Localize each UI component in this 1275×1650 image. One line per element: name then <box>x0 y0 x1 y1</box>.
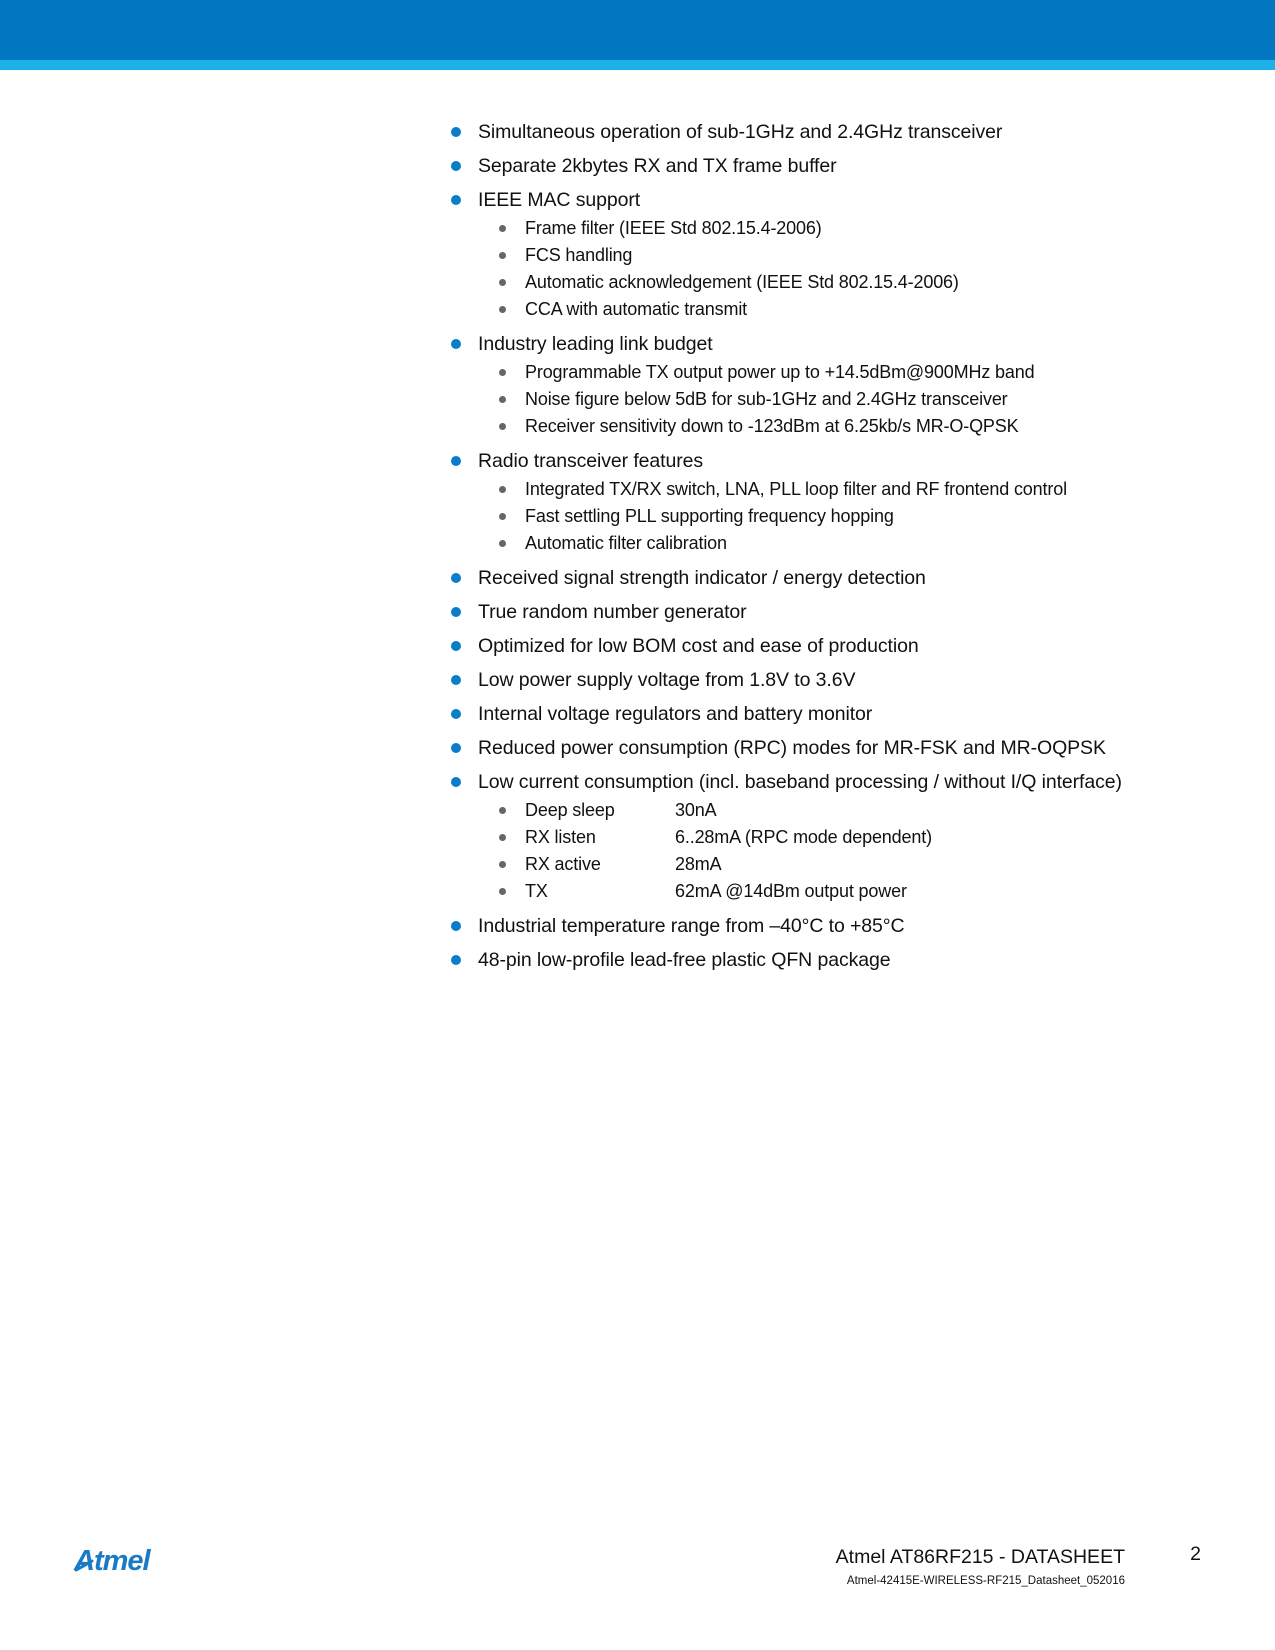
feature-item <box>451 449 1251 557</box>
feature-text: 48-pin low-profile lead-free plastic QFN package <box>478 949 891 971</box>
sub-bullet-icon <box>499 486 506 493</box>
current-value: 6..28mA (RPC mode dependent) <box>675 827 932 847</box>
bullet-icon <box>451 195 461 205</box>
sub-feature-item <box>478 530 1251 557</box>
feature-text: Received signal strength indicator / energy detection <box>478 567 926 589</box>
page-number: 2 <box>1190 1543 1201 1565</box>
current-item <box>478 878 1251 905</box>
bullet-icon <box>451 777 461 787</box>
current-mode: TX <box>525 881 548 901</box>
current-value: 28mA <box>675 854 722 874</box>
feature-item <box>451 188 1251 323</box>
feature-item <box>451 634 1251 659</box>
sub-bullet-icon <box>499 306 506 313</box>
feature-item <box>451 668 1251 693</box>
sub-bullet-icon <box>499 807 506 814</box>
sub-bullet-icon <box>499 540 506 547</box>
sub-feature-item <box>478 359 1251 386</box>
sub-feature-item <box>478 215 1251 242</box>
sub-feature-text: FCS handling <box>525 245 633 265</box>
sub-bullet-icon <box>499 252 506 259</box>
document-title: Atmel AT86RF215 - DATASHEET <box>835 1546 1125 1568</box>
feature-item <box>451 736 1251 761</box>
sub-bullet-icon <box>499 513 506 520</box>
sub-feature-item <box>478 269 1251 296</box>
bullet-icon <box>451 339 461 349</box>
feature-text: Industrial temperature range from –40°C to +85°C <box>478 915 905 937</box>
current-mode: RX listen <box>525 827 596 847</box>
feature-text: Separate 2kbytes RX and TX frame buffer <box>478 155 837 177</box>
bullet-icon <box>451 456 461 466</box>
feature-item <box>451 948 1251 973</box>
sub-bullet-icon <box>499 279 506 286</box>
sub-feature-text: Automatic filter calibration <box>525 533 727 553</box>
current-mode: RX active <box>525 854 601 874</box>
sub-bullet-icon <box>499 369 506 376</box>
sub-feature-item <box>478 296 1251 323</box>
bullet-icon <box>451 955 461 965</box>
current-item <box>478 824 1251 851</box>
sub-feature-text: Receiver sensitivity down to -123dBm at 6.25kb/s MR-O-QPSK <box>525 416 1019 436</box>
feature-text: Low power supply voltage from 1.8V to 3.6V <box>478 669 856 691</box>
bullet-icon <box>451 607 461 617</box>
feature-text: Optimized for low BOM cost and ease of production <box>478 635 919 657</box>
feature-item <box>451 120 1251 145</box>
feature-text: Simultaneous operation of sub-1GHz and 2.4GHz transceiver <box>478 121 1003 143</box>
feature-text: True random number generator <box>478 601 747 623</box>
svg-text:Atmel: Atmel <box>74 1545 150 1577</box>
header-bar <box>0 0 1275 60</box>
bullet-icon <box>451 161 461 171</box>
feature-text: Industry leading link budget <box>478 333 713 355</box>
sub-bullet-icon <box>499 861 506 868</box>
feature-text: IEEE MAC support <box>478 189 641 211</box>
sub-feature-text: Noise figure below 5dB for sub-1GHz and 2.4GHz transceiver <box>525 389 1008 409</box>
current-item <box>478 797 1251 824</box>
sub-feature-text: Fast settling PLL supporting frequency hopping <box>525 506 894 526</box>
sub-feature-text: Programmable TX output power up to +14.5dBm@900MHz band <box>525 362 1035 382</box>
current-item <box>478 851 1251 878</box>
bullet-icon <box>451 573 461 583</box>
bullet-icon <box>451 921 461 931</box>
sub-feature-list <box>478 215 1251 323</box>
sub-feature-text: Integrated TX/RX switch, LNA, PLL loop filter and RF frontend control <box>525 479 1067 499</box>
atmel-logo <box>72 1544 182 1578</box>
feature-item <box>451 566 1251 591</box>
feature-text: Internal voltage regulators and battery monitor <box>478 703 873 725</box>
sub-bullet-icon <box>499 888 506 895</box>
bullet-icon <box>451 709 461 719</box>
feature-item <box>451 332 1251 440</box>
sub-feature-text: Automatic acknowledgement (IEEE Std 802.15.4-2006) <box>525 272 959 292</box>
feature-text: Reduced power consumption (RPC) modes for MR-FSK and MR-OQPSK <box>478 737 1106 759</box>
sub-feature-item <box>478 386 1251 413</box>
feature-item <box>451 154 1251 179</box>
current-value: 62mA @14dBm output power <box>675 881 907 901</box>
sub-feature-item <box>478 503 1251 530</box>
sub-feature-item <box>478 413 1251 440</box>
bullet-icon <box>451 675 461 685</box>
current-value: 30nA <box>675 800 717 820</box>
feature-item <box>451 770 1251 905</box>
sub-bullet-icon <box>499 396 506 403</box>
document-id: Atmel-42415E-WIRELESS-RF215_Datasheet_052016 <box>846 1575 1125 1587</box>
sub-feature-list <box>478 359 1251 440</box>
feature-list <box>451 120 1251 982</box>
header-stripe <box>0 60 1275 70</box>
sub-bullet-icon <box>499 225 506 232</box>
sub-feature-text: Frame filter (IEEE Std 802.15.4-2006) <box>525 218 822 238</box>
feature-item <box>451 600 1251 625</box>
bullet-icon <box>451 743 461 753</box>
feature-text: Low current consumption (incl. baseband processing / without I/Q interface) <box>478 771 1122 793</box>
current-mode: Deep sleep <box>525 800 615 820</box>
feature-item <box>451 702 1251 727</box>
sub-feature-item <box>478 476 1251 503</box>
bullet-icon <box>451 127 461 137</box>
sub-feature-list <box>478 476 1251 557</box>
sub-feature-item <box>478 242 1251 269</box>
sub-bullet-icon <box>499 834 506 841</box>
feature-text: Radio transceiver features <box>478 450 704 472</box>
feature-item <box>451 914 1251 939</box>
sub-feature-text: CCA with automatic transmit <box>525 299 748 319</box>
bullet-icon <box>451 641 461 651</box>
sub-bullet-icon <box>499 423 506 430</box>
current-consumption-list <box>478 797 1251 905</box>
